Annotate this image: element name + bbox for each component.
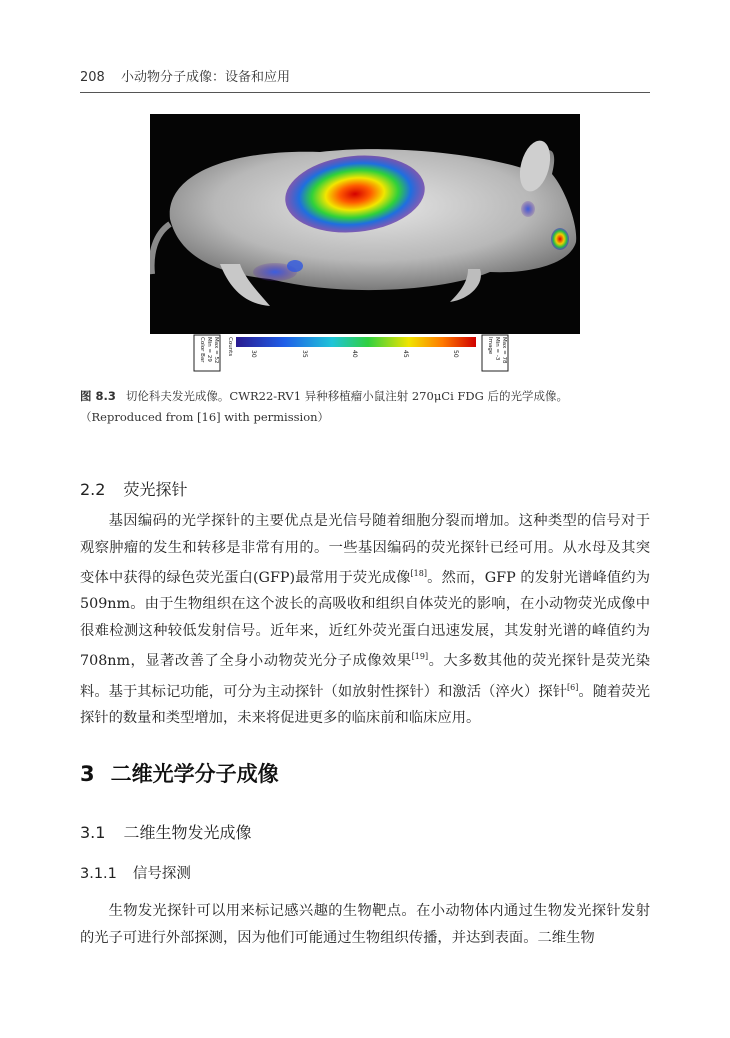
- citation-ref: [18]: [410, 569, 427, 578]
- page-number: 208: [80, 70, 105, 85]
- color-bar-min-max-line3: Max = 52: [213, 337, 219, 364]
- section-number: 2.2: [80, 480, 106, 499]
- text-run: 。大多数其他的荧光探针是荧光染料。基于其标记功能，可分为主动探针（如放射性探针）和激活（淬火）探针: [80, 653, 650, 700]
- section-heading-3-1-1: [80, 862, 191, 883]
- section-title: 信号探测: [132, 866, 191, 882]
- figure-number: 图 8.3: [80, 389, 116, 403]
- section-heading-2-2: [80, 477, 187, 500]
- section-number: 3: [80, 762, 95, 786]
- paragraph-signal-detection: [80, 898, 650, 951]
- caption-text: 切伦科夫发光成像。CWR22-RV1 异种移植瘤小鼠注射 270μCi FDG 后的光学成像。: [125, 389, 568, 403]
- header-rule: [80, 92, 650, 93]
- color-bar-svg: [150, 334, 580, 372]
- text-run: 。随着荧光探针的数量和类型增加，未来将促进更多的临床前和临床应用。: [80, 683, 650, 726]
- tick-45: 45: [402, 350, 409, 358]
- book-title: 小动物分子成像：设备和应用: [120, 70, 290, 85]
- tick-40: 40: [351, 350, 358, 358]
- color-bar-min-max-line2: Min = 29: [206, 337, 212, 362]
- image-min-max-line2: Min = -3: [494, 337, 500, 361]
- chapter-heading-3: [80, 758, 279, 788]
- mouse-luminescence-image: [150, 114, 580, 334]
- tick-50: 50: [452, 350, 459, 358]
- image-min-max-line3: Max = 78: [501, 337, 507, 364]
- figure-caption: [80, 386, 650, 428]
- text-run: 。然而，GFP 的发射光谱峰值约为 509nm。由于生物组织在这个波长的高吸收和组织自体荧光的影响，在小动物荧光成像中很难检测这种较低发射信号。近年来，近红外荧光蛋白迅速发展，其发射光谱的峰值约为 708nm，显著改善了全身小动物荧光分子成像效果: [80, 569, 650, 670]
- section-heading-3-1: [80, 820, 251, 843]
- caption-source: （Reproduced from [16] with permission）: [80, 410, 330, 424]
- counts-label: Counts: [227, 337, 233, 357]
- section-number: 3.1: [80, 823, 106, 842]
- section-number: 3.1.1: [80, 866, 117, 882]
- section-title: 荧光探针: [123, 480, 188, 499]
- tick-30: 30: [250, 350, 257, 358]
- color-bar-min-max-line1: Color Bar: [199, 337, 205, 363]
- figure-8-3: [150, 114, 580, 372]
- tick-35: 35: [301, 350, 308, 358]
- paragraph-text: 生物发光探针可以用来标记感兴趣的生物靶点。在小动物体内通过生物发光探针发射的光子可进行外部探测，因为他们可能通过生物组织传播，并达到表面。二维生物: [80, 903, 650, 946]
- color-bar-panel: [150, 334, 580, 372]
- citation-ref: [6]: [567, 682, 579, 692]
- color-scale: [236, 337, 476, 347]
- image-min-max-line1: Image: [487, 337, 493, 355]
- paragraph-fluorescent-probes: [80, 508, 650, 731]
- running-header: [80, 66, 650, 90]
- section-title: 二维生物发光成像: [123, 823, 252, 842]
- citation-ref: [19]: [411, 652, 429, 662]
- text-run: 基因编码的光学探针的主要优点是光信号随着细胞分裂而增加。这种类型的信号对于观察肿瘤的发生和转移是非常有用的。一些基因编码的荧光探针已经可用。从水母及其突变体中获得的绿色荧光蛋白(GFP)最常用于荧光成像: [80, 513, 650, 586]
- mouse-image-svg: [150, 114, 580, 334]
- section-title: 二维光学分子成像: [110, 762, 279, 786]
